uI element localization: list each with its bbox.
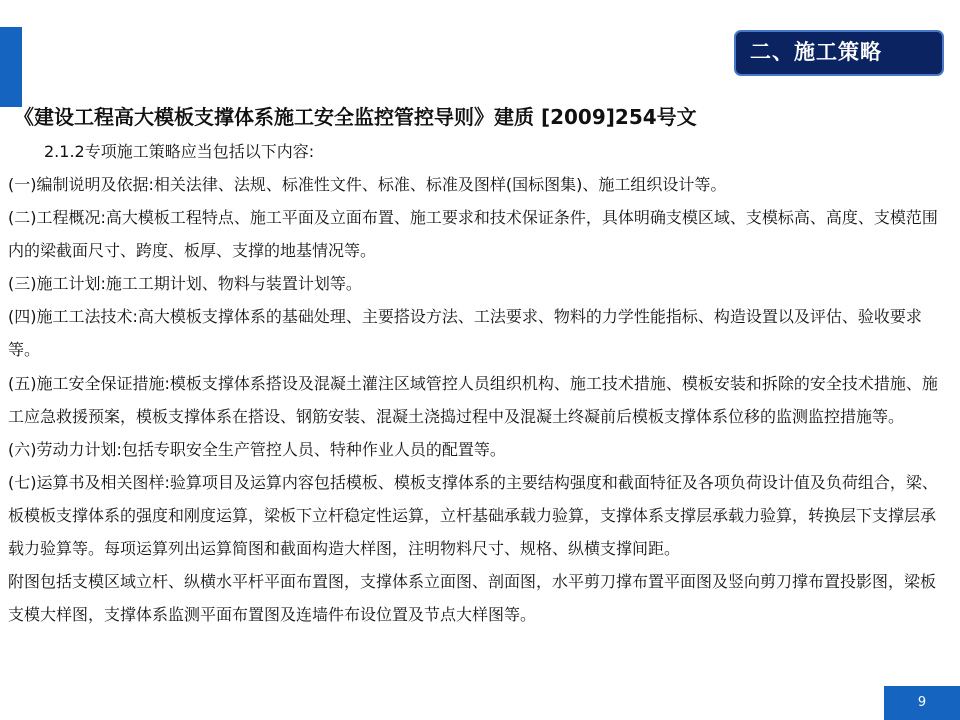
paragraph-attached-drawings: 附图包括支模区域立杆、纵横水平杆平面布置图，支撑体系立面图、剖面图，水平剪刀撑布置平面图及竖向剪刀撑布置投影图，梁板支模大样图，支撑体系监测平面布置图及连墙件布设位置及节点大样图等。 [8,572,937,625]
section-title-badge [734,30,944,76]
paragraph-construction-plan: (三)施工计划:施工工期计划、物料与装置计划等。 [8,274,362,294]
section-title: 二、施工策略 [750,40,882,64]
left-accent-bar [0,27,22,107]
document-body [8,168,948,631]
paragraph-safety-measures: (五)施工安全保证措施:模板支撑体系搭设及混凝土灌注区域管控人员组织机构、施工技术措施、模板安装和拆除的安全技术措施、施工应急救援预案，模板支撑体系在搭设、钢筋安装、混凝土浇捣过程中及混凝土终凝前后模板支撑体系位移的监测监控措施等。 [8,373,938,426]
document-title: 《建设工程高大模板支撑体系施工安全监控管控导则》建质 [2009]254号文 [14,105,697,129]
paragraph-construction-technique: (四)施工工法技术:高大模板支撑体系的基础处理、主要搭设方法、工法要求、物料的力学性能指标、构造设置以及评估、验收要求等。 [8,307,922,360]
paragraph-labor-plan: (六)劳动力计划:包括专职安全生产管控人员、特种作业人员的配置等。 [8,439,506,459]
paragraph-project-overview: (二)工程概况:高大模板工程特点、施工平面及立面布置、施工要求和技术保证条件，具体明确支模区域、支模标高、高度、支模范围内的梁截面尺寸、跨度、板厚、支撑的地基情况等。 [8,208,938,261]
document-subheading: 2.1.2专项施工策略应当包括以下内容: [44,142,315,161]
page-number: 9 [884,686,960,720]
paragraph-calculations: (七)运算书及相关图样:验算项目及运算内容包括模板、模板支撑体系的主要结构强度和截面特征及各项负荷设计值及负荷组合，梁、板模板支撑体系的强度和刚度运算，梁板下立杆稳定性运算，立杆基础承载力验算，支撑体系支撑层承载力验算，转换层下支撑层承载力验算等。每项运算列出运算简图和截面构造大样图，注明物料尺寸、规格、纵横支撑间距。 [8,472,938,559]
paragraph-compilation-basis: (一)编制说明及依据:相关法律、法规、标准性文件、标准、标准及图样(国标图集)、施工组织设计等。 [8,175,727,194]
